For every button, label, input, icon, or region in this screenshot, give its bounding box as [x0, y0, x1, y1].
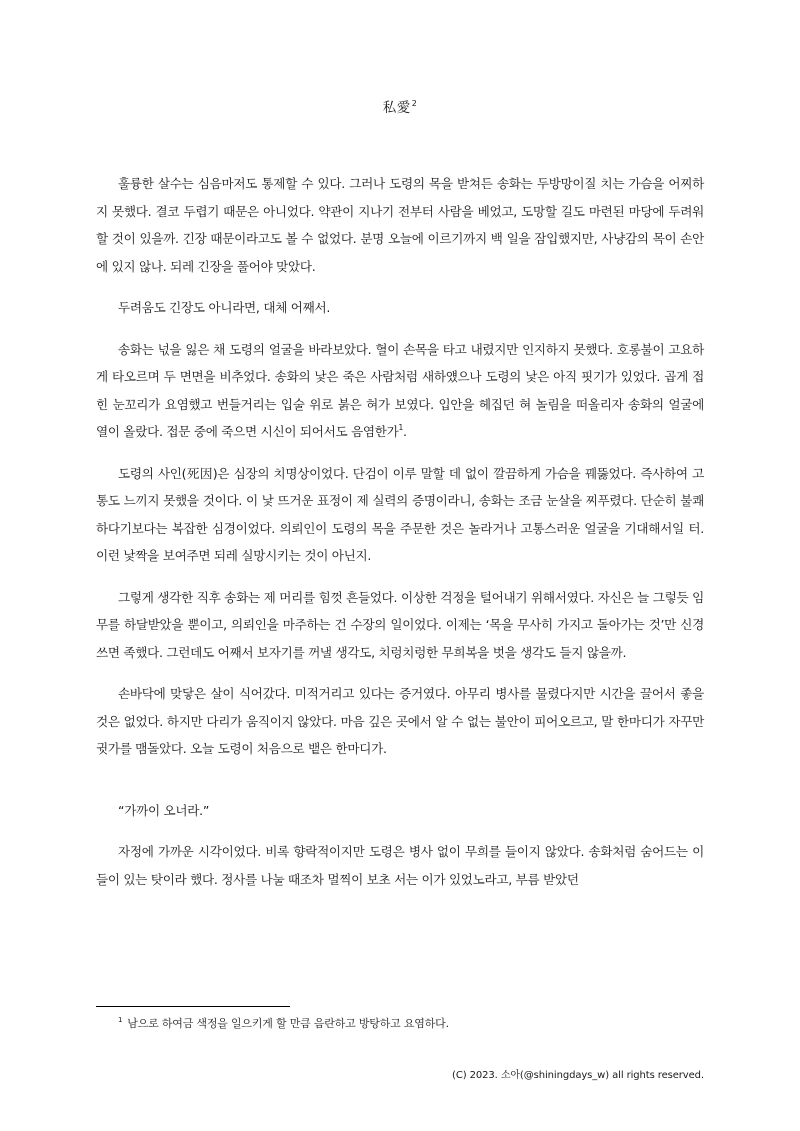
copyright-notice: (C) 2023. 소아(@shiningdays_w) all rights reserved.	[452, 1070, 704, 1081]
footnote-text: 남으로 하여금 색정을 일으키게 할 만큼 음란하고 방탕하고 요염하다.	[127, 1017, 449, 1030]
footnote-divider	[96, 1006, 290, 1007]
title-footnote-marker: 2	[411, 99, 418, 108]
paragraph-1: 훌륭한 살수는 심음마저도 통제할 수 있다. 그러나 도령의 목을 받쳐든 송화는 두방망이질 치는 가슴을 어찌하지 못했다. 결코 두렵기 때문은 아니었다. 약관이 지나기 전부터 사람을 베었고, 도망할 길도 마련된 마당에 두려워할 것이 있을까. 긴장 때문이라고도 볼 수 없었다. 분명 오늘에 이르기까지 백 일을 잠입했지만, 사냥감의 목이 손안에 있지 않나. 되레 긴장을 풀어야 맞았다.	[96, 176, 704, 274]
dialogue-line: “가까이 오너라.”	[118, 802, 210, 818]
paragraph-5: 그렇게 생각한 직후 송화는 제 머리를 힘껏 흔들었다. 이상한 걱정을 털어내기 위해서였다. 자신은 늘 그렇듯 임무를 하달받았을 뿐이고, 의뢰인을 마주하는 건 수장의 일이었다. 이제는 ‘목을 무사히 가지고 돌아가는 것’만 신경 쓰면 족했다. 그런데도 어째서 보자기를 꺼낼 생각도, 치렁치렁한 무희복을 벗을 생각도 들지 않을까.	[96, 589, 704, 660]
story-body	[96, 170, 704, 907]
page-title	[0, 96, 800, 116]
footnote-reference: 1	[398, 423, 404, 432]
paragraph-4: 도령의 사인(死因)은 심장의 치명상이었다. 단검이 이루 말할 데 없이 깔끔하게 가슴을 꿰뚫었다. 즉사하여 고통도 느끼지 못했을 것이다. 이 낯 뜨거운 표정이 제 실력의 증명이라니, 송화는 조금 눈살을 찌푸렸다. 단순히 불쾌하다기보다는 복잡한 심경이었다. 의뢰인이 도령의 목을 주문한 것은 놀라거나 고통스러운 얼굴을 기대해서일 터. 이런 낯짝을 보여주면 되레 실망시키는 것이 아닌지.	[96, 465, 704, 563]
paragraph-2: 두려움도 긴장도 아니라면, 대체 어째서.	[118, 300, 331, 315]
paragraph-3	[96, 336, 704, 446]
footnote-number: 1	[118, 1016, 123, 1024]
paragraph-8: 자정에 가까운 시각이었다. 비록 향락적이지만 도령은 병사 없이 무희를 들이지 않았다. 송화처럼 숨어드는 이들이 있는 탓이라 했다. 정사를 나눌 때조차 멀찍이 보초 서는 이가 있었노라고, 부름 받았던	[96, 844, 704, 887]
paragraph-3-end: .	[403, 424, 407, 439]
title-text: 私愛	[382, 100, 411, 116]
paragraph-3-text: 송화는 넋을 잃은 채 도령의 얼굴을 바라보았다. 혈이 손목을 타고 내렸지만 인지하지 못했다. 호롱불이 고요하게 타오르며 두 면면을 비추었다. 송화의 낯은 죽은 사람처럼 새하얬으나 도령의 낯은 아직 핏기가 있었다. 곱게 접힌 눈꼬리가 요염했고 번들거리는 입술 위로 붉은 혀가 보였다. 입안을 헤집던 혀 놀림을 떠올리자 송화의 얼굴에 열이 올랐다. 접문 중에 죽으면 시신이 되어서도 음염한가	[96, 341, 704, 439]
footnote	[118, 1015, 449, 1031]
paragraph-6: 손바닥에 맞닿은 살이 식어갔다. 미적거리고 있다는 증거였다. 아무리 병사를 물렸다지만 시간을 끌어서 좋을 것은 없었다. 하지만 다리가 움직이지 않았다. 마음 깊은 곳에서 알 수 없는 불안이 피어오르고, 말 한마디가 자꾸만 귓가를 맴돌았다. 오늘 도령이 처음으로 뱉은 한마디가.	[96, 686, 704, 756]
